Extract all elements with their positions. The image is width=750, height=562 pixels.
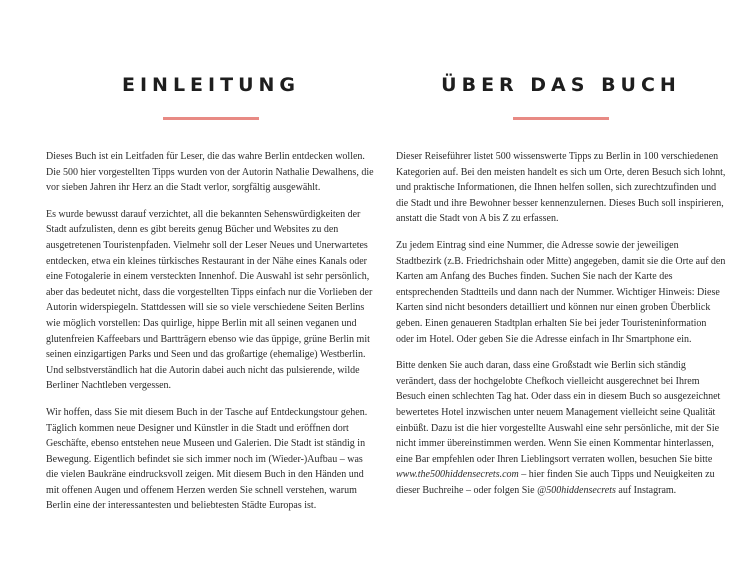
page-heading-einleitung: EINLEITUNG: [122, 74, 300, 96]
page-heading-ueber-das-buch: ÜBER DAS BUCH: [441, 74, 681, 96]
left-page-body: [46, 149, 376, 525]
heading-underline-rule: [163, 117, 259, 120]
right-page-body: [396, 149, 726, 509]
heading-underline-rule: [513, 117, 609, 120]
paragraph: Dieser Reiseführer listet 500 wissenswerte Tipps zu Berlin in 100 verschiedenen Kategorien auf. Bei den meisten handelt es sich um Orte, deren Besuch sich lohnt, und praktische Informationen, die Ihnen helfen sollen, sich zurechtzufinden und die Stadt und ihre Bewohner besser kennenzulernen. Dieses Buch soll inspirieren, anstatt die Stadt von A bis Z zu erfassen.: [396, 151, 726, 225]
paragraph-text: auf Instagram.: [615, 484, 677, 496]
paragraph-text: – hier finden Sie auch Tipps und Neuigkeiten zu dieser Buchreihe – oder folgen Sie: [396, 469, 715, 496]
paragraph: Dieses Buch ist ein Leitfaden für Leser, die das wahre Berlin entdecken wollen. Die 500 hier vorgestellten Tipps wurden von der Autorin Nathalie Dewalhens, die vor sieben Jahren ihr Herz an die Stadt verlor, sorgfältig ausgewählt.: [46, 151, 374, 194]
instagram-handle: @500hiddensecrets: [537, 484, 616, 496]
paragraph-text: Bitte denken Sie auch daran, dass eine Großstadt wie Berlin sich ständig verändert, dass der hochgelobte Chefkoch vielleicht ausgerechnet bei Ihrem Besuch einen schlechten Tag hat. Oder dass ein in diesem Buch so ausgezeichnet bewertetes Hotel inzwischen unter neuem Management vielleicht seine Qualität einbüßt. Dazu ist die hier vorgestellte Auswahl eine sehr persönliche, mit der Sie nicht immer übereinstimmen werden. Wenn Sie einen Kommentar hinterlassen, eine Bar empfehlen oder Ihren Lieblingsort verraten wollen, besuchen Sie bitte: [396, 360, 721, 465]
paragraph: Wir hoffen, dass Sie mit diesem Buch in der Tasche auf Entdeckungstour gehen. Täglich kommen neue Designer und Künstler in die Stadt und eröffnen dort Geschäfte, ebenso entstehen neue Museen und Galerien. Die Stadt ist ständig in Bewegung. Eigentlich befindet sie sich immer noch im (Wieder-)Aufbau – was die vielen Baukräne eindrucksvoll zeigen. Mit diesem Buch in den Händen und mit offenen Augen und offenem Herzen werden Sie schnell verstehen, warum Berlin eine der interessantesten und beliebtesten Städte Europas ist.: [46, 406, 368, 512]
paragraph: Es wurde bewusst darauf verzichtet, all die bekannten Sehenswürdigkeiten der Stadt aufzulisten, denn es gibt bereits genug Bücher und Websites zu den ausgetretenen Touristenpfaden. Vielmehr soll der Leser Neues und Unerwartetes entdecken, etwa ein kleines türkisches Restaurant in der Nähe eines Kanals oder eine Fotogalerie in einem versteckten Innenhof. Die Auswahl ist sehr persönlich, aber das bedeutet nicht, dass die vorgestellten Tipps einfach nur die Vorlieben der Autorin widerspiegeln. Stattdessen will sie so viele verschiedene Seiten Berlins wie möglich vorstellen: Das quirlige, hippe Berlin mit all seinen veganen und glutenfreien Kaffeebars und Bartträgern ebenso wie das üppige, grüne Berlin mit seinen einzigartigen Parks und Seen und das großartige (ehemalige) Westberlin. Und selbstverständlich hat die Autorin dabei auch nicht das pulsierende, wilde Berliner Nachtleben vergessen.: [46, 208, 373, 392]
website-link: www.the500hiddensecrets.com: [396, 469, 519, 481]
paragraph: Zu jedem Eintrag sind eine Nummer, die Adresse sowie der jeweiligen Stadtbezirk (z.B. Friedrichshain oder Mitte) angegeben, damit sie die Orte auf den Karten am Anfang des Buches finden. Suchen Sie nach der Karte des entsprechenden Stadtteils und dann nach der Nummer. Wichtiger Hinweis: Diese Karten sind nicht besonders detailliert und können nur einen groben Überblick geben. Einen genaueren Stadtplan erhalten Sie bei jeder Touristeninformation oder im Hotel. Oder geben Sie die Adresse einfach in Ihr Smartphone ein.: [396, 239, 726, 345]
paragraph: [396, 358, 726, 498]
